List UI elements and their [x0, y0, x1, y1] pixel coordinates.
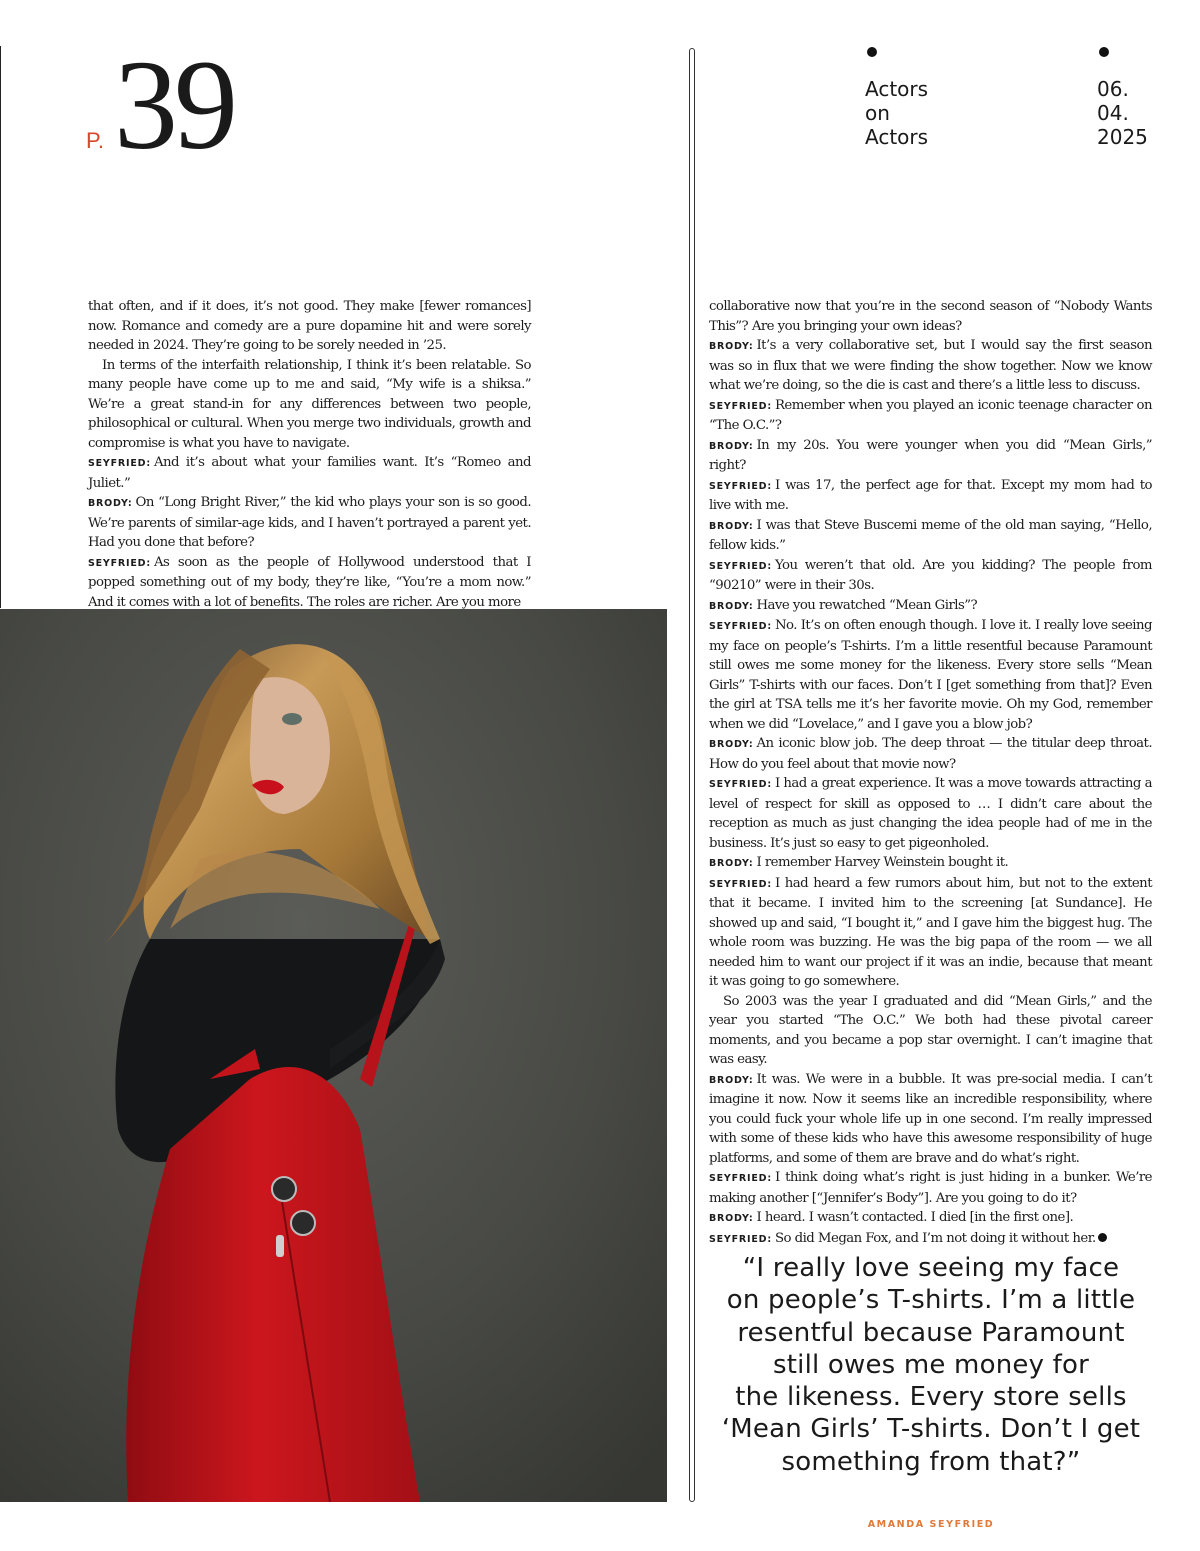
paragraph-text: I was that Steve Buscemi meme of the old man saying, “Hello, fellow kids.” [709, 517, 1152, 553]
article-paragraph [709, 476, 1152, 516]
article-paragraph [709, 616, 1152, 734]
paragraph-text: It’s a very collaborative set, but I would say the first season was so in flux that we were finding the show together. Now we know what we’re doing, so the die is cast and there’s a little less to discuss. [709, 338, 1152, 393]
pull-quote-line: “I really love seeing my face [742, 1253, 1120, 1283]
article-paragraph [709, 336, 1152, 396]
paragraph-text: In my 20s. You were younger when you did “Mean Girls,” right? [709, 437, 1152, 473]
paragraph-text: In terms of the interfaith relationship, I think it’s been relatable. So many people have come up to me and said, “My wife is a shiksa.” We’re a great stand-in for any differences between two people, philosophical or cultural. When you merge two individuals, growth and compromise is what you have to navigate. [88, 357, 531, 451]
paragraph-text: Have you rewatched “Mean Girls”? [756, 597, 978, 613]
article-paragraph [709, 396, 1152, 436]
page-prefix: P. [86, 128, 104, 153]
pull-quote-credit: AMANDA SEYFRIED [867, 1519, 995, 1530]
paragraph-text: On “Long Bright River,” the kid who plays your son is so good. We’re parents of similar-age kids, and I haven’t portrayed a parent yet. Had you done that before? [88, 495, 531, 550]
speaker-label: BRODY: [709, 1074, 754, 1086]
speaker-label: SEYFRIED: [88, 458, 151, 469]
article-paragraph [709, 596, 1152, 617]
pull-quote-line: something from that?” [781, 1446, 1081, 1477]
paragraph-text: that often, and if it does, it’s not good. They make [fewer romances] now. Romance and comedy are a pure dopamine hit and were sorely needed in 2024. They’re going to be sorely needed in ’25. [88, 299, 531, 353]
paragraph-text: Remember when you played an iconic teenage character on “The O.C.”? [709, 397, 1152, 433]
speaker-label: SEYFRIED: [88, 557, 151, 569]
article-paragraph [709, 1168, 1152, 1208]
speaker-label: SEYFRIED: [709, 1173, 772, 1184]
paragraph-text: No. It’s on often enough though. I love it. I really love seeing my face on people’s T-shirts. I’m a little resentful because Paramount still owes me some money for the likeness. Every store sells “Mean Girls” T-shirts with our faces. Don’t I [get something from that]? Even the girl at TSA tells me it’s her favorite movie. Oh my God, remember when we did “Lovelace,” and I gave you a blow job? [709, 618, 1152, 732]
woman-red-dress-portrait-icon [0, 609, 667, 1502]
speaker-label: SEYFRIED: [709, 779, 772, 790]
section-line: Actors [865, 125, 929, 149]
pull-quote-line: on people’s T-shirts. I’m a little [726, 1285, 1136, 1316]
issue-date [1097, 47, 1148, 149]
article-paragraph [709, 992, 1152, 1070]
page-number-value: 39 [114, 34, 234, 176]
speaker-label: BRODY: [709, 858, 754, 869]
article-paragraph [88, 297, 531, 356]
paragraph-text: I had a great experience. It was a move towards attracting a level of respect for skill as opposed to … I didn’t care about the reception as much as just changing the idea people had of me in the business. It’s just so easy to get pigeonholed. [709, 776, 1152, 851]
date-dot-icon [1099, 47, 1109, 57]
speaker-label: SEYFRIED: [709, 560, 772, 572]
speaker-label: BRODY: [709, 341, 754, 352]
section-label [865, 47, 928, 149]
pull-quote-line: ‘Mean Girls’ T-shirts. Don’t I get [721, 1414, 1141, 1445]
date-line: 04. [1097, 101, 1129, 125]
article-paragraph [88, 453, 531, 493]
date-line: 06. [1097, 77, 1129, 101]
article-paragraph [709, 436, 1152, 476]
speaker-label: BRODY: [709, 520, 754, 532]
paragraph-text: You weren’t that old. Are you kidding? The people from “90210” were in their 30s. [709, 557, 1152, 593]
speaker-label: SEYFRIED: [709, 400, 772, 412]
paragraph-text: So 2003 was the year I graduated and did “Mean Girls,” and the year you started “The O.C.” We both had these pivotal career moments, and you became a pop star overnight. I can’t imagine that was easy. [709, 993, 1152, 1067]
paragraph-text: collaborative now that you’re in the second season of “Nobody Wants This”? Are you bringing your own ideas? [709, 299, 1152, 334]
speaker-label: BRODY: [709, 1213, 754, 1224]
article-paragraph [709, 556, 1152, 596]
pull-quote [706, 1252, 1156, 1478]
speaker-label: SEYFRIED: [709, 621, 772, 632]
section-line: Actors [865, 77, 929, 101]
article-paragraph [88, 493, 531, 553]
paragraph-text: I remember Harvey Weinstein bought it. [756, 855, 1009, 870]
article-column-left [88, 297, 531, 612]
article-paragraph [88, 553, 531, 613]
portrait-photo [0, 609, 667, 1502]
section-dot-icon [867, 47, 877, 57]
end-mark-icon [1098, 1233, 1107, 1242]
article-paragraph [709, 853, 1152, 874]
paragraph-text: So did Megan Fox, and I’m not doing it without her. [774, 1230, 1096, 1246]
section-line: on [865, 101, 890, 125]
speaker-label: BRODY: [709, 600, 754, 612]
paragraph-text: I was 17, the perfect age for that. Except my mom had to live with me. [709, 477, 1152, 513]
pull-quote-line: the likeness. Every store sells [735, 1382, 1127, 1413]
article-paragraph [709, 297, 1152, 336]
paragraph-text: As soon as the people of Hollywood understood that I popped something out of my body, they’re like, “You’re a mom now.” And it comes with a lot of benefits. The roles are richer. Are you more [88, 554, 531, 610]
speaker-label: BRODY: [709, 440, 754, 452]
article-paragraph [88, 356, 531, 454]
left-edge-rule [0, 46, 1, 608]
paragraph-text: And it’s about what your families want. It’s “Romeo and Juliet.” [88, 455, 531, 491]
paragraph-text: An iconic blow job. The deep throat — the titular deep throat. How do you feel about that movie now? [709, 736, 1152, 772]
article-paragraph [709, 1070, 1152, 1169]
speaker-label: SEYFRIED: [709, 878, 772, 890]
paragraph-text: I heard. I wasn’t contacted. I died [in the first one]. [756, 1210, 1074, 1225]
paragraph-text: It was. We were in a bubble. It was pre-social media. I can’t imagine it now. Now it seems like an incredible responsibility, where you could fuck your whole life up in one second. I’m really impressed with some of these kids who have this awesome responsibility of huge platforms, and some of them are brave and do what’s right. [709, 1071, 1152, 1166]
article-paragraph [709, 734, 1152, 774]
article-column-right [709, 297, 1152, 1249]
speaker-label: SEYFRIED: [709, 480, 772, 492]
paragraph-text: I had heard a few rumors about him, but not to the extent that it became. I invited him to the screening [at Sundance]. He showed up and said, “I bought it,” and I gave him the biggest hug. The whole room was buzzing. He was the big papa of the room — we all needed him to want our project if it was an indie, because that meant it was going to go somewhere. [709, 875, 1152, 989]
article-paragraph [709, 1229, 1152, 1250]
pull-quote-line: still owes me money for [773, 1349, 1089, 1380]
article-paragraph [709, 874, 1152, 992]
article-paragraph [709, 774, 1152, 853]
speaker-label: SEYFRIED: [709, 1233, 772, 1245]
column-divider [689, 48, 695, 1502]
pull-quote-line: resentful because Paramount [737, 1317, 1125, 1348]
speaker-label: BRODY: [709, 739, 754, 750]
paragraph-text: I think doing what’s right is just hiding in a bunker. We’re making another [“Jennifer’s Body”]. Are you going to do it? [709, 1170, 1152, 1206]
date-line: 2025 [1097, 125, 1148, 149]
speaker-label: BRODY: [88, 498, 133, 509]
article-paragraph [709, 1208, 1152, 1229]
article-paragraph [709, 516, 1152, 556]
